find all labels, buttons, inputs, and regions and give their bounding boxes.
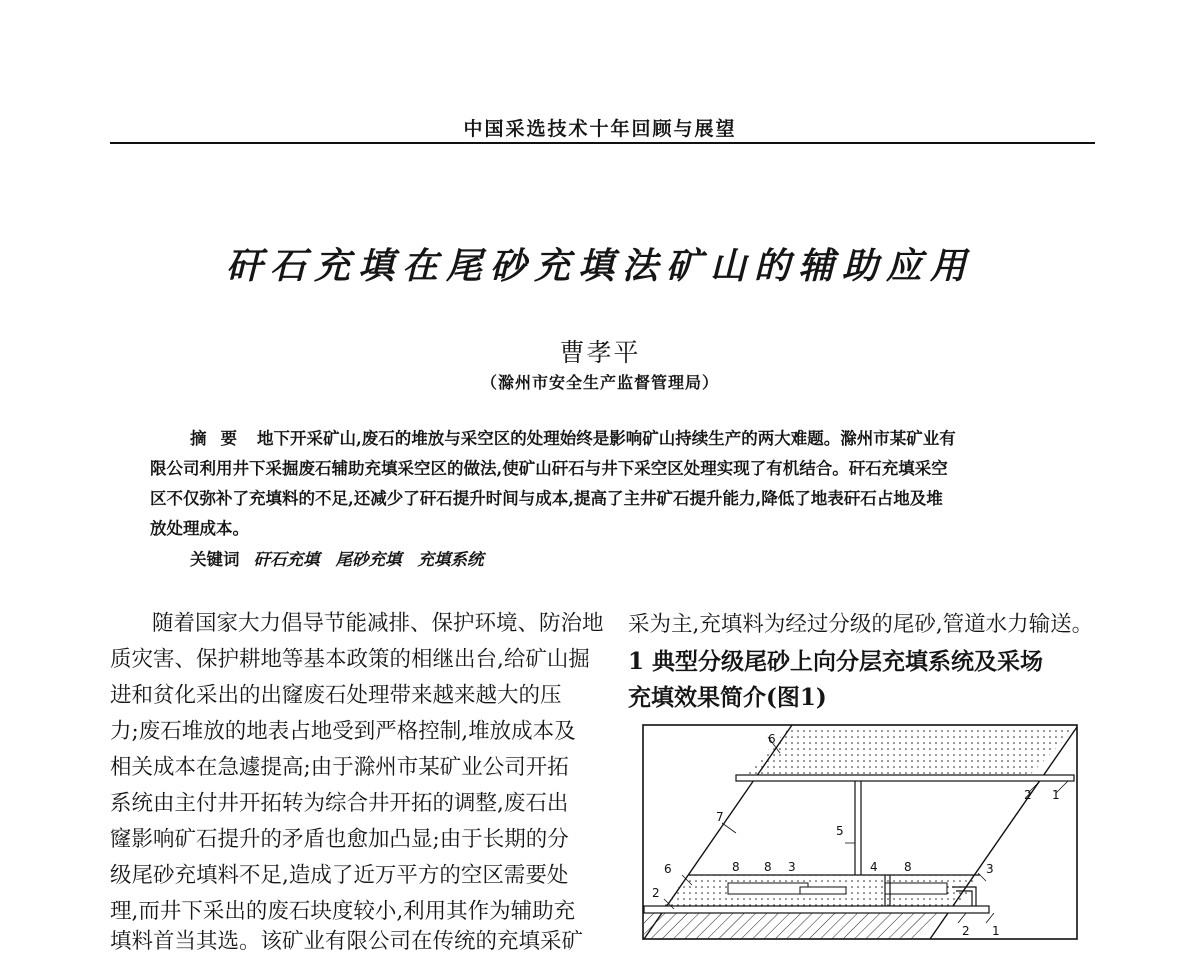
keywords-line	[190, 546, 500, 570]
fig-label: 8	[904, 860, 912, 874]
fig-label: 6	[768, 732, 776, 746]
keyword: 尾砂充填	[335, 550, 402, 569]
abstract-text: 地下开采矿山,废石的堆放与采空区的处理始终是影响矿山持续生产的两大难题。滁州市某矿业有	[257, 429, 956, 448]
keyword: 矸石充填	[253, 550, 320, 569]
author-name: 曹孝平	[559, 338, 641, 367]
waste-rock-block	[800, 887, 846, 894]
body-line: 进和贫化采出的出窿废石处理带来越来越大的压	[110, 683, 562, 708]
waste-rock-block	[885, 883, 947, 894]
bottom-hatched-zone	[644, 913, 940, 939]
header-rule	[110, 142, 1095, 144]
fig-label: 1	[992, 924, 1000, 938]
figure-1-diagram	[640, 723, 1080, 941]
author-affiliation: （滁州市安全生产监督管理局）	[480, 373, 719, 392]
body-line: 理,而井下采出的废石块度较小,利用其作为辅助充	[110, 899, 576, 924]
body-line: 随着国家大力倡导节能减排、保护环境、防治地	[152, 611, 604, 636]
body-line: 力;废石堆放的地表占地受到严格控制,堆放成本及	[110, 719, 576, 744]
paper-title: 矸石充填在尾砂充填法矿山的辅助应用	[225, 245, 974, 287]
fig-label: 1	[1052, 788, 1060, 802]
body-line: 质灾害、保护耕地等基本政策的相继出台,给矿山掘	[110, 647, 590, 672]
section-heading-cont: 充填效果简介(图1)	[628, 684, 827, 711]
fig-label: 4	[870, 860, 878, 874]
body-line: 填料首当其选。该矿业有限公司在传统的充填采矿	[110, 929, 584, 954]
abstract-line-2: 限公司利用井下采掘废石辅助充填采空区的做法,使矿山矸石与井下采空区处理实现了有机结合。矸石充填采空	[150, 459, 948, 478]
section-heading: 1 典型分级尾砂上向分层充填系统及采场	[628, 648, 1044, 675]
fig-label: 6	[664, 862, 672, 876]
fig-label: 2	[962, 924, 970, 938]
lower-drift	[644, 906, 989, 913]
abstract-line-4: 放处理成本。	[150, 519, 249, 538]
fig-label: 8	[732, 860, 740, 874]
upper-fill-zone	[740, 725, 1077, 779]
waste-rock-block	[728, 883, 808, 894]
fig-label: 3	[788, 860, 796, 874]
keyword: 充填系统	[417, 550, 484, 569]
abstract-line-1	[190, 425, 956, 449]
upper-drift	[736, 775, 1074, 781]
fig-label: 2	[652, 886, 660, 900]
fig-label: 8	[764, 860, 772, 874]
running-head: 中国采选技术十年回顾与展望	[463, 118, 737, 140]
fig-label: 7	[716, 810, 724, 824]
fig-label: 3	[986, 862, 994, 876]
fig-label: 2	[1024, 788, 1032, 802]
keywords-label: 关键词	[190, 550, 240, 569]
body-line: 级尾砂充填料不足,造成了近万平方的空区需要处	[110, 863, 569, 888]
abstract-line-3: 区不仅弥补了充填料的不足,还减少了矸石提升时间与成本,提高了主井矿石提升能力,降低了地表矸石占地及堆	[150, 489, 943, 508]
body-line: 系统由主付井开拓转为综合井开拓的调整,废石出	[110, 791, 569, 816]
body-line: 窿影响矿石提升的矛盾也愈加凸显;由于长期的分	[110, 827, 569, 852]
body-line-continuation: 采为主,充填料为经过分级的尾砂,管道水力输送。	[628, 612, 1094, 637]
fig-label: 5	[836, 824, 844, 838]
body-line: 相关成本在急遽提高;由于滁州市某矿业公司开拓	[110, 755, 569, 780]
abstract-label: 摘要	[190, 429, 251, 448]
